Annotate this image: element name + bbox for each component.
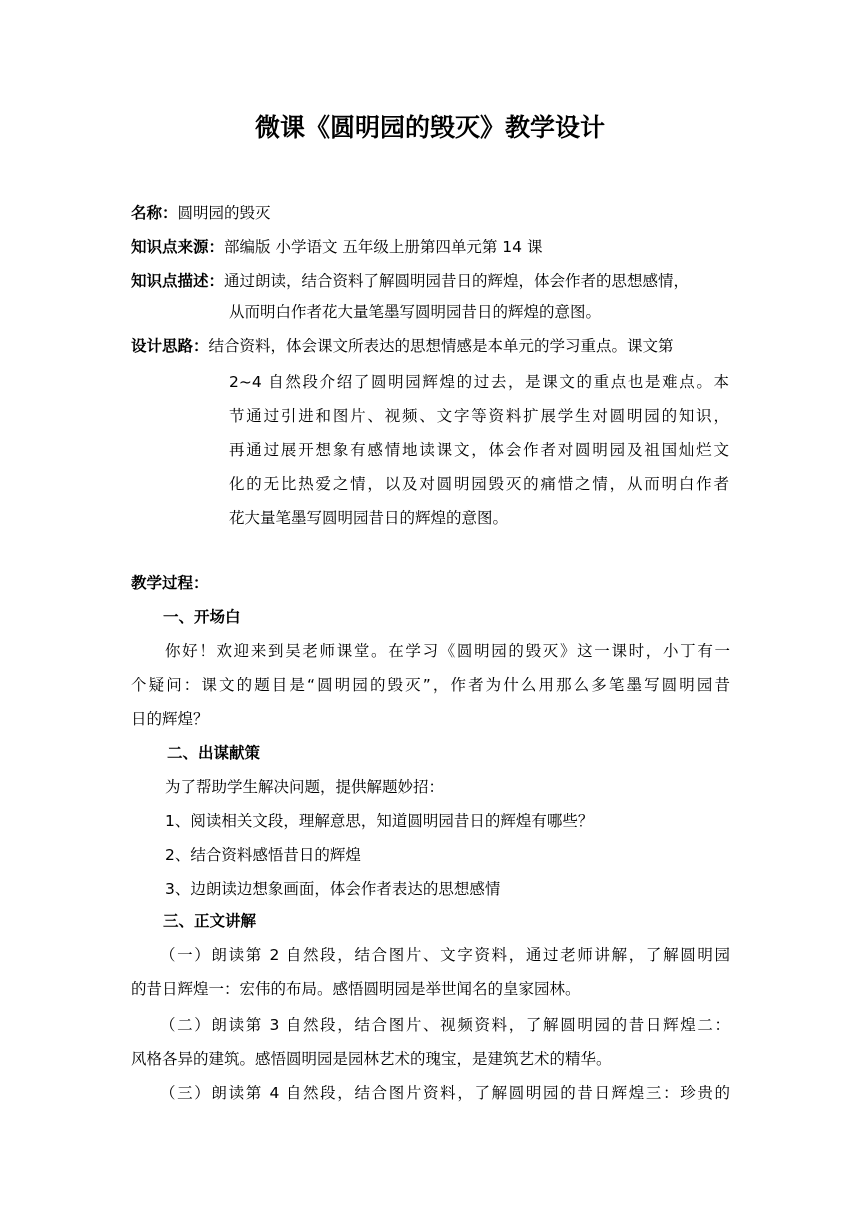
- paragraph-line: 日的辉煌？: [131, 710, 209, 728]
- idea-line: 结合资料，体会课文所表达的思想情感是本单元的学习重点。课文第: [208, 337, 674, 355]
- section-heading: 一、开场白: [163, 608, 241, 626]
- source-row: [131, 232, 542, 263]
- paragraph-line: 风格各异的建筑。感悟圆明园是园林艺术的瑰宝，是建筑艺术的精华。: [131, 1050, 612, 1068]
- source-value: 部编版 小学语文 五年级上册第四单元第 14 课: [224, 238, 543, 256]
- paragraph-line: （二）朗读第 3 自然段，结合图片、视频资料，了解圆明园的昔日辉煌二：: [160, 1016, 730, 1034]
- list-item: 3、边朗读边想象画面，体会作者表达的思想感情: [165, 880, 501, 898]
- idea-line: 2~4 自然段介绍了圆明园辉煌的过去，是课文的重点也是难点。本: [229, 373, 729, 391]
- section-heading: 三、正文讲解: [163, 912, 257, 930]
- paragraph-line: 为了帮助学生解决问题，提供解题妙招：: [165, 778, 445, 796]
- document-title: 微课《圆明园的毁灭》教学设计: [254, 113, 605, 142]
- paragraph-line: （一）朗读第 2 自然段，结合图片、文字资料，通过老师讲解，了解圆明园: [160, 946, 730, 964]
- desc-label: 知识点描述：: [131, 272, 225, 290]
- name-label: 名称：: [131, 204, 178, 222]
- paragraph-line: 个疑问：课文的题目是“圆明园的毁灭”，作者为什么用那么多笔墨写圆明园昔: [131, 676, 730, 694]
- idea-row: [131, 331, 674, 362]
- paragraph-line: 你好！欢迎来到吴老师课堂。在学习《圆明园的毁灭》这一课时，小丁有一: [165, 642, 730, 660]
- desc-line: 从而明白作者花大量笔墨写圆明园昔日的辉煌的意图。: [229, 303, 602, 321]
- name-row: [131, 198, 271, 229]
- idea-label: 设计思路：: [131, 337, 209, 355]
- idea-line: 节通过引进和图片、视频、文字等资料扩展学生对圆明园的知识，: [229, 407, 729, 425]
- paragraph-line: （三）朗读第 4 自然段，结合图片资料，了解圆明园的昔日辉煌三：珍贵的: [160, 1084, 730, 1102]
- desc-line: 通过朗读，结合资料了解圆明园昔日的辉煌，体会作者的思想感情，: [224, 272, 690, 290]
- desc-row: [131, 266, 689, 297]
- name-value: 圆明园的毁灭: [177, 204, 271, 222]
- section-heading: 二、出谋献策: [167, 744, 261, 762]
- source-label: 知识点来源：: [131, 238, 225, 256]
- idea-line: 花大量笔墨写圆明园昔日的辉煌的意图。: [229, 509, 509, 527]
- process-label: 教学过程：: [131, 574, 209, 592]
- list-item: 2、结合资料感悟昔日的辉煌: [165, 846, 361, 864]
- list-item: 1、阅读相关文段，理解意思，知道圆明园昔日的辉煌有哪些？: [165, 812, 594, 830]
- idea-line: 化的无比热爱之情，以及对圆明园毁灭的痛惜之情，从而明白作者: [229, 475, 729, 493]
- paragraph-line: 的昔日辉煌一：宏伟的布局。感悟圆明园是举世闻名的皇家园林。: [131, 980, 581, 998]
- idea-line: 再通过展开想象有感情地读课文，体会作者对圆明园及祖国灿烂文: [229, 441, 729, 459]
